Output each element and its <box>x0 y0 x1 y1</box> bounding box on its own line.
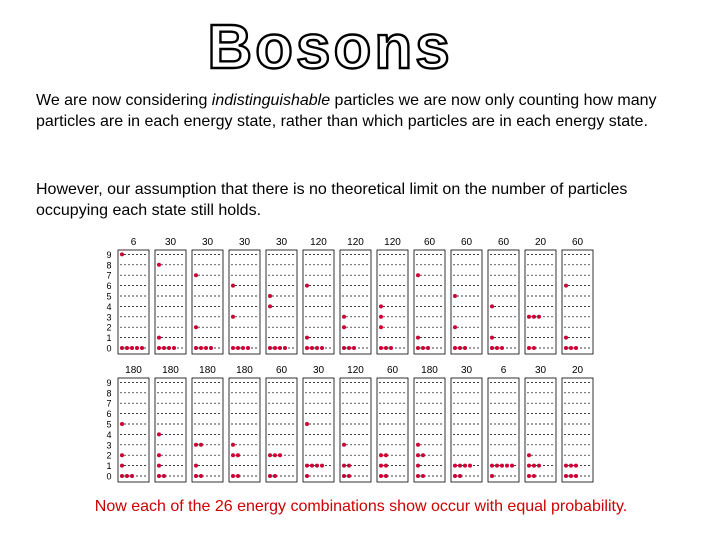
row2-particle-dot <box>236 474 240 478</box>
row1-particle-dot <box>135 346 139 350</box>
row2-particle-dot <box>120 464 124 468</box>
row2-level-label: 0 <box>106 471 112 482</box>
row2-particle-dot <box>347 474 351 478</box>
row1-particle-dot <box>379 325 383 329</box>
row2-particle-dot <box>495 464 499 468</box>
row2-count-label: 30 <box>534 365 547 376</box>
row1-state-box <box>377 250 408 354</box>
row1-particle-dot <box>157 346 161 350</box>
row1-particle-dot <box>278 346 282 350</box>
row2-particle-dot <box>532 474 536 478</box>
row1-particle-dot <box>537 315 541 319</box>
row2-count-label: 180 <box>421 365 438 376</box>
row1-particle-dot <box>140 346 144 350</box>
row1-level-label: 0 <box>106 343 112 354</box>
row2-particle-dot <box>527 474 531 478</box>
row2-particle-dot <box>490 464 494 468</box>
row2-particle-dot <box>564 464 568 468</box>
row2-particle-dot <box>468 464 472 468</box>
row2-particle-dot <box>342 443 346 447</box>
row2-particle-dot <box>125 474 129 478</box>
row1-particle-dot <box>167 346 171 350</box>
page-title <box>207 8 453 82</box>
row1-particle-dot <box>120 252 124 256</box>
row1-particle-dot <box>379 315 383 319</box>
row2-particle-dot <box>379 464 383 468</box>
row2-particle-dot <box>310 464 314 468</box>
row2-particle-dot <box>278 453 282 457</box>
row2-count-label: 180 <box>125 365 142 376</box>
row1-particle-dot <box>495 346 499 350</box>
row1-particle-dot <box>125 346 129 350</box>
row2-particle-dot <box>194 443 198 447</box>
row1-particle-dot <box>426 346 430 350</box>
row2-count-label: 30 <box>312 365 325 376</box>
row1-particle-dot <box>416 336 420 340</box>
row1-particle-dot <box>315 346 319 350</box>
row1-particle-dot <box>209 346 213 350</box>
row1-particle-dot <box>273 346 277 350</box>
row1-particle-dot <box>236 346 240 350</box>
row1-particle-dot <box>421 346 425 350</box>
page-title-text: Bosons <box>207 13 453 82</box>
row1-level-label: 4 <box>106 301 112 312</box>
row1-count-label: 30 <box>164 237 177 248</box>
row1-particle-dot <box>194 346 198 350</box>
row1-particle-dot <box>416 273 420 277</box>
row1-particle-dot <box>574 346 578 350</box>
row1-particle-dot <box>569 346 573 350</box>
row1-particle-dot <box>453 325 457 329</box>
row1-state-box <box>525 250 556 354</box>
row2-particle-dot <box>537 464 541 468</box>
row2-count-label: 60 <box>275 365 288 376</box>
row1-particle-dot <box>162 346 166 350</box>
row1-particle-dot <box>283 346 287 350</box>
row1-particle-dot <box>194 325 198 329</box>
boson-occupancy-diagram <box>100 236 610 486</box>
row2-particle-dot <box>416 453 420 457</box>
row1-particle-dot <box>310 346 314 350</box>
intro-text-start: We are now considering <box>36 92 212 109</box>
row2-count-label: 6 <box>500 365 507 376</box>
row2-count-label: 30 <box>460 365 473 376</box>
row2-count-label: 180 <box>236 365 253 376</box>
row1-state-box <box>229 250 260 354</box>
row1-count-label: 120 <box>310 237 327 248</box>
row1-state-box <box>118 250 149 354</box>
row1-count-label: 20 <box>534 237 547 248</box>
row2-particle-dot <box>453 474 457 478</box>
row2-particle-dot <box>162 474 166 478</box>
row2-particle-dot <box>510 464 514 468</box>
row1-count-label: 120 <box>384 237 401 248</box>
row1-level-label: 8 <box>106 260 112 271</box>
row1-level-label: 2 <box>106 322 112 333</box>
row2-level-label: 1 <box>106 461 112 472</box>
row2-particle-dot <box>157 432 161 436</box>
row1-particle-dot <box>463 346 467 350</box>
row2-count-label: 180 <box>199 365 216 376</box>
row1-state-box <box>451 250 482 354</box>
row1-count-label: 30 <box>201 237 214 248</box>
row2-particle-dot <box>305 464 309 468</box>
intro-text-end: particles we are now only counting how many particles are in each energy state, rather than which particles are in each energy state. <box>36 92 657 130</box>
row1-particle-dot <box>231 284 235 288</box>
row1-level-label: 5 <box>106 291 112 302</box>
row1-level-label: 7 <box>106 270 112 281</box>
row1-state-box <box>192 250 223 354</box>
row2-level-label: 4 <box>106 429 112 440</box>
row2-particle-dot <box>347 464 351 468</box>
row1-particle-dot <box>342 325 346 329</box>
row1-particle-dot <box>532 346 536 350</box>
row2-level-label: 5 <box>106 419 112 430</box>
row2-particle-dot <box>273 453 277 457</box>
row2-particle-dot <box>231 474 235 478</box>
row1-particle-dot <box>268 294 272 298</box>
row2-particle-dot <box>569 464 573 468</box>
row1-particle-dot <box>204 346 208 350</box>
row2-particle-dot <box>458 464 462 468</box>
row1-state-box <box>340 250 371 354</box>
row1-level-label: 6 <box>106 281 112 292</box>
row2-particle-dot <box>305 474 309 478</box>
row2-particle-dot <box>379 474 383 478</box>
row1-particle-dot <box>564 284 568 288</box>
row2-particle-dot <box>120 453 124 457</box>
row1-particle-dot <box>347 346 351 350</box>
row2-particle-dot <box>273 474 277 478</box>
row2-particle-dot <box>416 443 420 447</box>
row2-count-label: 20 <box>571 365 584 376</box>
row1-particle-dot <box>379 346 383 350</box>
row1-count-label: 60 <box>423 237 436 248</box>
row2-particle-dot <box>157 474 161 478</box>
row1-particle-dot <box>320 346 324 350</box>
row2-particle-dot <box>532 464 536 468</box>
row1-particle-dot <box>157 263 161 267</box>
row1-particle-dot <box>490 304 494 308</box>
row2-particle-dot <box>130 474 134 478</box>
row2-particle-dot <box>157 453 161 457</box>
row1-particle-dot <box>231 346 235 350</box>
row2-level-label: 6 <box>106 409 112 420</box>
row2-level-label: 9 <box>106 377 112 388</box>
row2-particle-dot <box>500 464 504 468</box>
row1-particle-dot <box>120 346 124 350</box>
row2-particle-dot <box>384 453 388 457</box>
intro-paragraph <box>36 90 676 132</box>
row2-particle-dot <box>379 453 383 457</box>
row2-particle-dot <box>574 464 578 468</box>
row1-particle-dot <box>532 315 536 319</box>
row1-particle-dot <box>305 346 309 350</box>
row1-particle-dot <box>453 294 457 298</box>
row1-level-label: 3 <box>106 312 112 323</box>
row2-particle-dot <box>421 453 425 457</box>
row1-particle-dot <box>241 346 245 350</box>
row1-particle-dot <box>305 336 309 340</box>
row2-particle-dot <box>527 453 531 457</box>
row1-particle-dot <box>384 346 388 350</box>
row2-particle-dot <box>231 453 235 457</box>
row2-particle-dot <box>490 474 494 478</box>
row2-level-label: 3 <box>106 440 112 451</box>
row2-particle-dot <box>564 474 568 478</box>
row1-particle-dot <box>453 346 457 350</box>
row2-particle-dot <box>384 464 388 468</box>
row2-particle-dot <box>231 443 235 447</box>
row1-particle-dot <box>231 315 235 319</box>
footer-note: Now each of the 26 energy combinations show occur with equal probability. <box>94 498 628 515</box>
assumption-paragraph: However, our assumption that there is no theoretical limit on the number of particles occupying each state still holds. <box>36 181 628 219</box>
row1-particle-dot <box>490 346 494 350</box>
row2-particle-dot <box>574 474 578 478</box>
row2-state-box <box>229 378 260 482</box>
row2-level-label: 7 <box>106 398 112 409</box>
row1-level-label: 9 <box>106 249 112 260</box>
row2-level-label: 8 <box>106 388 112 399</box>
row1-state-box <box>266 250 297 354</box>
row2-count-label: 60 <box>386 365 399 376</box>
row1-particle-dot <box>199 346 203 350</box>
row1-count-label: 120 <box>347 237 364 248</box>
row2-particle-dot <box>268 474 272 478</box>
row1-particle-dot <box>416 346 420 350</box>
row2-particle-dot <box>194 474 198 478</box>
row1-particle-dot <box>379 304 383 308</box>
row2-particle-dot <box>315 464 319 468</box>
row2-count-label: 180 <box>162 365 179 376</box>
row2-particle-dot <box>416 464 420 468</box>
row2-particle-dot <box>157 464 161 468</box>
row2-particle-dot <box>453 464 457 468</box>
row1-level-label: 1 <box>106 333 112 344</box>
row1-particle-dot <box>194 273 198 277</box>
row1-particle-dot <box>389 346 393 350</box>
row2-particle-dot <box>120 422 124 426</box>
row1-particle-dot <box>527 346 531 350</box>
row2-state-box <box>266 378 297 482</box>
row1-particle-dot <box>352 346 356 350</box>
row2-particle-dot <box>527 464 531 468</box>
row2-particle-dot <box>199 474 203 478</box>
row2-particle-dot <box>458 474 462 478</box>
row1-particle-dot <box>527 315 531 319</box>
row1-particle-dot <box>342 315 346 319</box>
row2-particle-dot <box>120 474 124 478</box>
intro-emphasis: indistinguishable <box>211 92 331 109</box>
row1-particle-dot <box>172 346 176 350</box>
row1-particle-dot <box>564 336 568 340</box>
row1-count-label: 60 <box>497 237 510 248</box>
row1-count-label: 30 <box>238 237 251 248</box>
row2-particle-dot <box>416 474 420 478</box>
row1-particle-dot <box>458 346 462 350</box>
row2-particle-dot <box>421 474 425 478</box>
row2-particle-dot <box>268 453 272 457</box>
row1-particle-dot <box>342 346 346 350</box>
row1-particle-dot <box>157 336 161 340</box>
row1-count-label: 60 <box>571 237 584 248</box>
row1-particle-dot <box>268 346 272 350</box>
row2-particle-dot <box>569 474 573 478</box>
row1-particle-dot <box>246 346 250 350</box>
row1-particle-dot <box>500 346 504 350</box>
row2-level-label: 2 <box>106 450 112 461</box>
row1-particle-dot <box>564 346 568 350</box>
row1-count-label: 30 <box>275 237 288 248</box>
row1-count-label: 6 <box>130 237 137 248</box>
row2-particle-dot <box>384 474 388 478</box>
row1-particle-dot <box>268 304 272 308</box>
row1-particle-dot <box>305 284 309 288</box>
row2-particle-dot <box>320 464 324 468</box>
row2-count-label: 120 <box>347 365 364 376</box>
row2-particle-dot <box>194 464 198 468</box>
row1-count-label: 60 <box>460 237 473 248</box>
row2-particle-dot <box>342 474 346 478</box>
row1-particle-dot <box>130 346 134 350</box>
row2-particle-dot <box>463 464 467 468</box>
row2-particle-dot <box>342 464 346 468</box>
row1-particle-dot <box>490 336 494 340</box>
row2-particle-dot <box>505 464 509 468</box>
row2-particle-dot <box>199 443 203 447</box>
row2-particle-dot <box>236 453 240 457</box>
row2-particle-dot <box>305 422 309 426</box>
